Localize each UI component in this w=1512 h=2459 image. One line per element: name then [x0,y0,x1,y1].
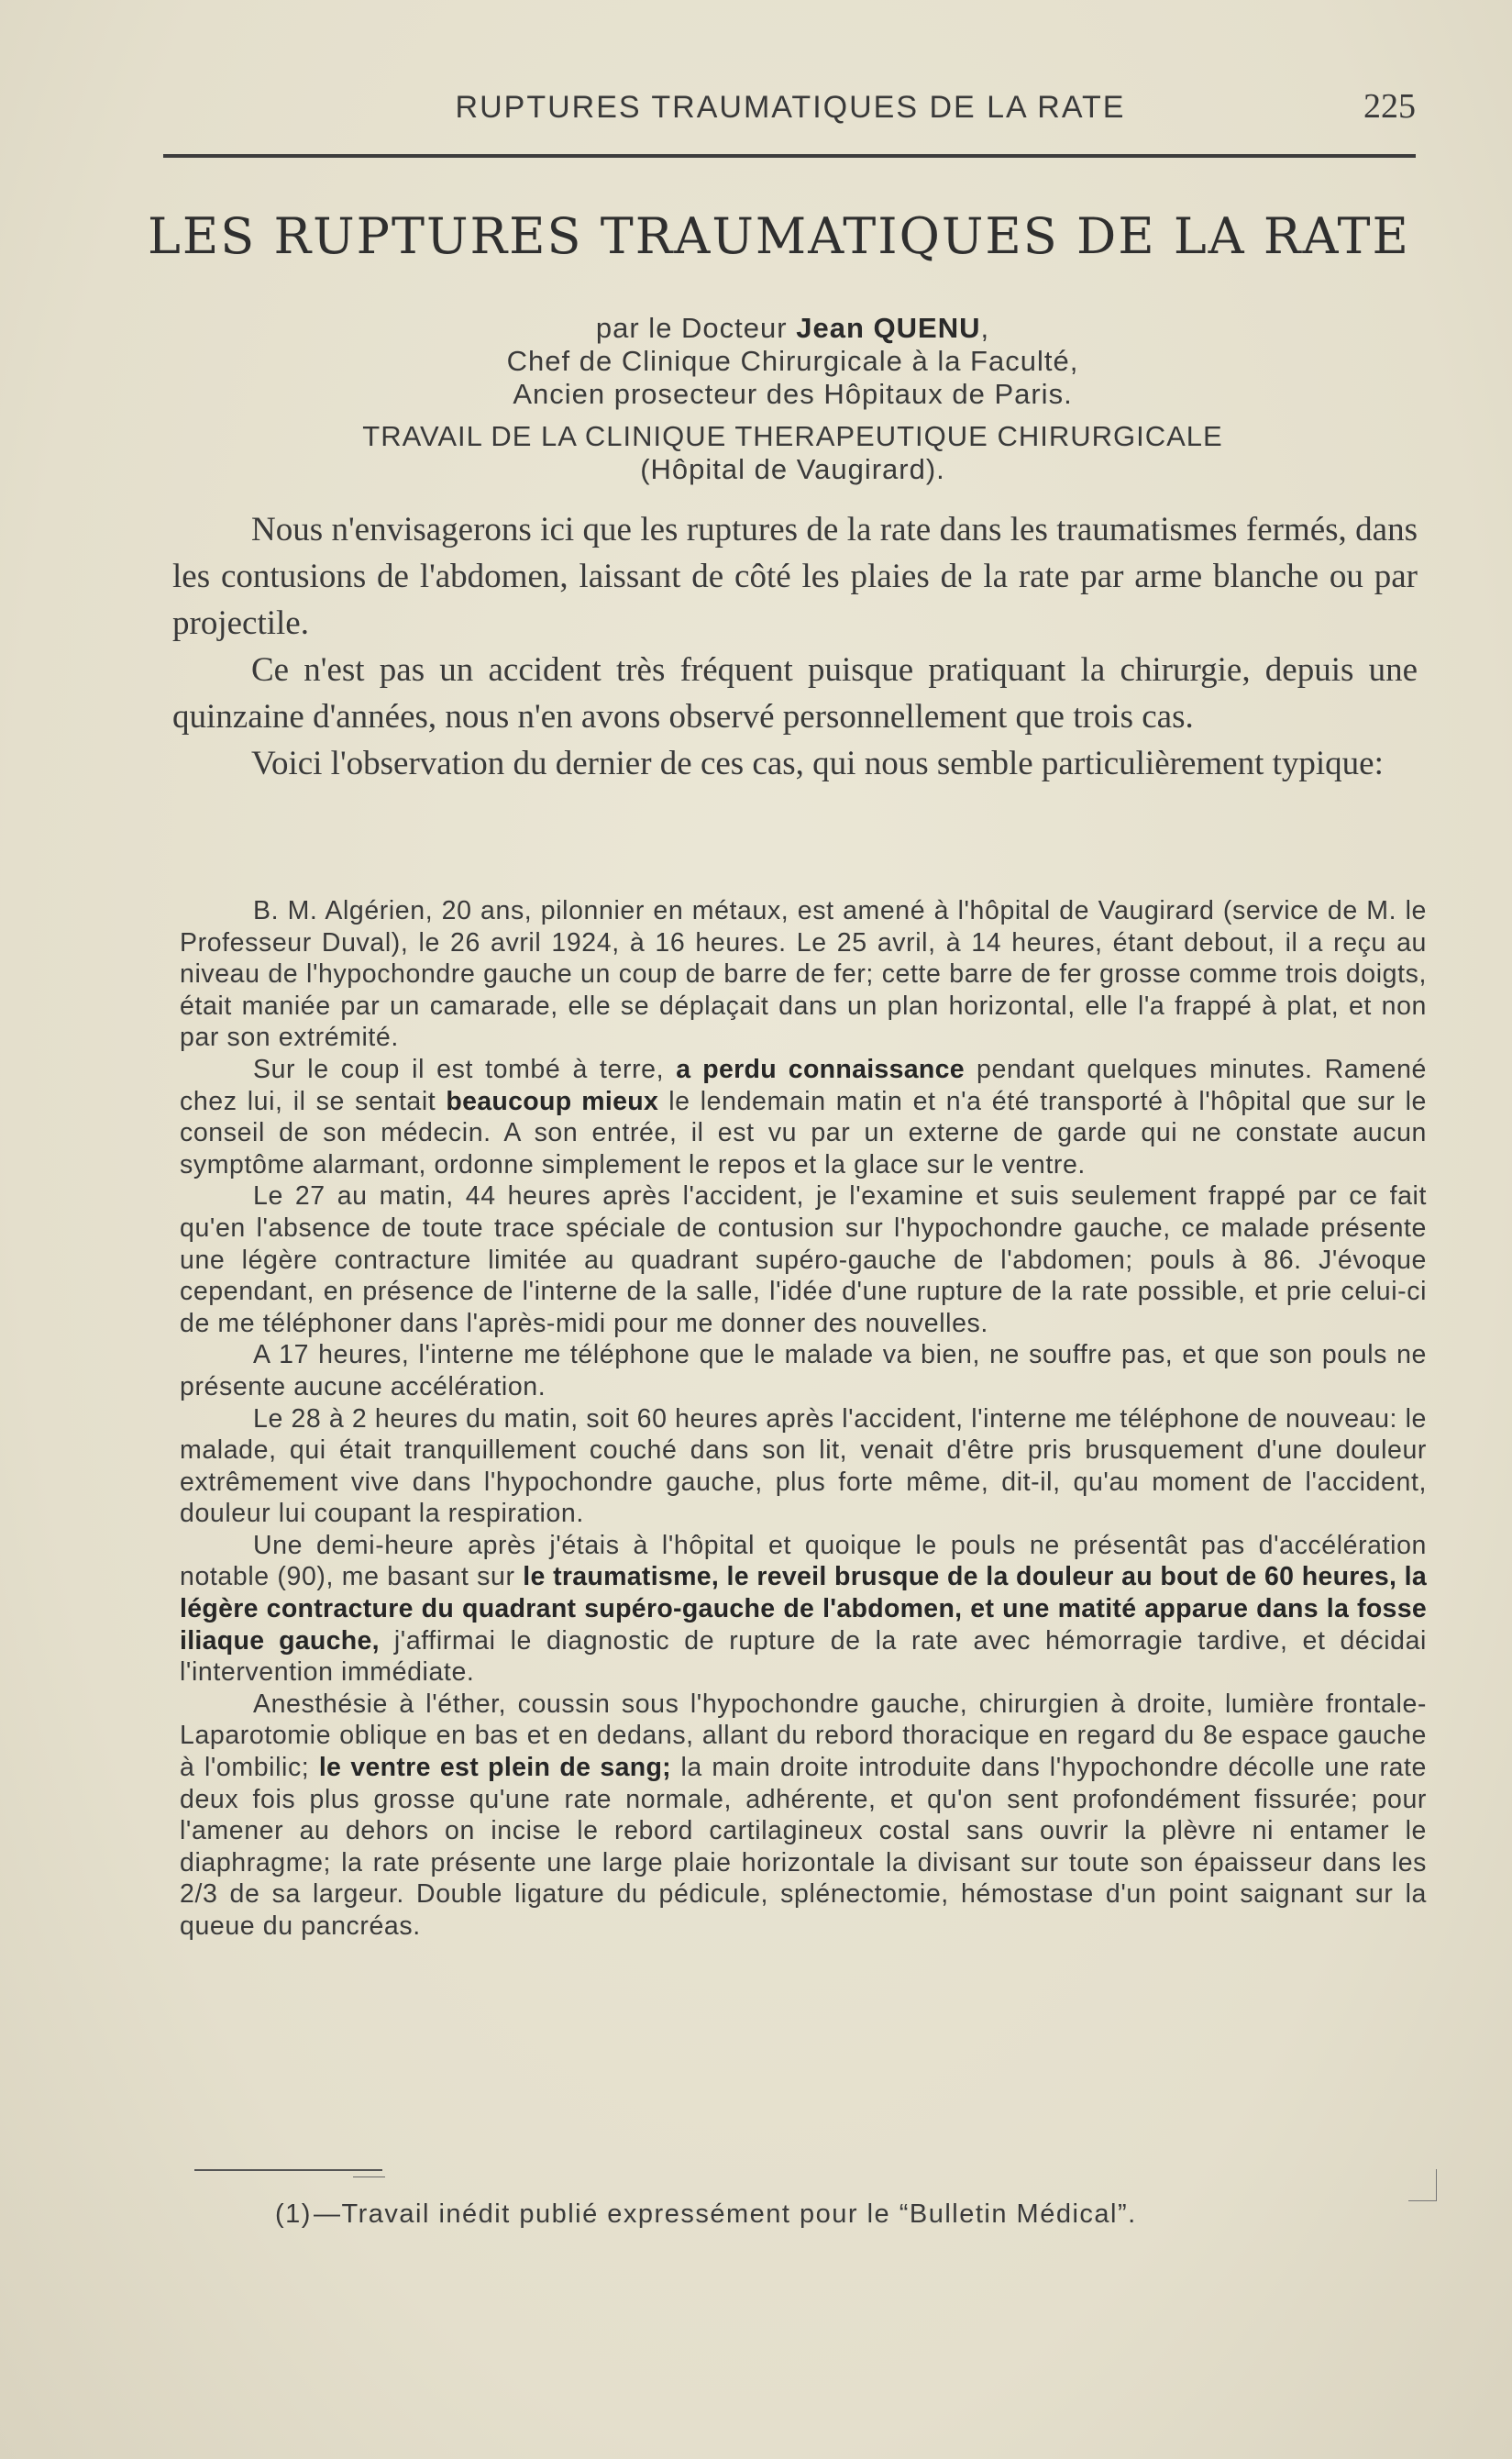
author-role-2: Ancien prosecteur des Hôpitaux de Paris. [513,378,1073,410]
text-run: Une demi-heure après j'étais à l'hôpital et quoique le pouls ne présentât pas d'accélération notable (90), me basant sur [180,1530,1427,1592]
observation-paragraph [180,1689,1427,1943]
author-last-name: QUENU [873,312,981,344]
observation-paragraph [180,1530,1427,1689]
author-first-name: Jean [796,312,865,344]
clinical-observation [180,895,1427,1943]
intro-paragraph: Voici l'observation du dernier de ces cas, qui nous semble particulièrement typique: [251,745,1384,782]
text-run: la main droite introduite dans l'hypochondre décolle une rate deux fois plus grosse qu'une rate normale, adhérente, et qu'on sent profondément fissurée; pour l'amener au dehors on incise le rebord cartilagineux costal sans ouvrir la plèvre ni entamer le diaphragme; la rate présente une large plaie horizontale la divisant sur toute son épaisseur dans les 2/3 de sa largeur. Double ligature du pédicule, splénectomie, hémostase d'un point saignant sur la queue du pancréas. [180,1753,1428,1941]
running-head [165,87,1416,136]
author-role-1: Chef de Clinique Chirurgicale à la Faculté, [506,345,1079,377]
observation-paragraph: A 17 heures, l'interne me téléphone que le malade va bien, ne souffre pas, et que son pouls ne présente aucune accélération. [180,1340,1427,1401]
running-head-title: RUPTURES TRAUMATIQUES DE LA RATE [455,90,1126,125]
emphasis: le ventre est plein de sang; [318,1753,671,1783]
header-rule [163,154,1416,158]
clinic-line: TRAVAIL DE LA CLINIQUE THERAPEUTIQUE CHIRURGICALE [362,420,1223,452]
emphasis: le traumatisme, le reveil brusque de la douleur au bout de 60 heures, la légère contracture du quadrant supéro-gauche de l'abdomen, et une matité apparue dans la fosse iliaque gauche, [180,1562,1427,1656]
observation-paragraph: B. M. Algérien, 20 ans, pilonnier en métaux, est amené à l'hôpital de Vaugirard (service de M. le Professeur Duval), le 26 avril 1924, à 16 heures. Le 25 avril, à 14 heures, étant debout, il a reçu au niveau de l'hypochondre gauche un coup de barre de fer; cette barre de fer grosse comme trois doigts, était maniée par un camarade, elle se déplaçait dans un plan horizontal, elle l'a frappé à plat, et non par son extrémité. [180,896,1427,1053]
observation-paragraph: Le 28 à 2 heures du matin, soit 60 heures après l'accident, l'interne me téléphone de nouveau: le malade, qui était tranquillement couché dans son lit, venait d'être pris brusquement d'une douleur extrêmement vive dans l'hypochondre gauche, plus forte même, dit-il, qu'au moment de l'accident, douleur lui coupant la respiration. [180,1403,1427,1529]
byline [174,312,1411,486]
article-title: LES RUPTURES TRAUMATIQUES DE LA RATE [148,207,1410,265]
emphasis: a perdu connaissance [676,1054,965,1084]
page-number: 225 [1363,87,1416,126]
footnote-marker: (1) [275,2199,312,2229]
text-run: pendant quelques minutes. Ramené chez lui, il se sentait [180,1054,1427,1116]
hospital-line: (Hôpital de Vaugirard). [640,453,945,485]
observation-paragraph [180,1054,1427,1180]
intro-paragraph: Ce n'est pas un accident très fréquent puisque pratiquant la chirurgie, depuis une quinzaine d'années, nous n'en avons observé personnellement que trois cas. [172,651,1418,736]
author-line: par le Docteur Jean QUENU, [595,312,990,344]
text-run: le lendemain matin et n'a été transporté à l'hôpital que sur le conseil de son médecin. A son entrée, il est vu par un externe de garde qui ne constate aucun symptôme alarmant, ordonne simplement le repos et la glace sur le ventre. [180,1086,1427,1180]
observation-paragraph: Le 27 au matin, 44 heures après l'accident, je l'examine et suis seulement frappé par ce fait qu'en l'absence de toute trace spéciale de contusion sur l'hypochondre gauche, ce malade présente une légère contracture limitée au quadrant supéro-gauche de l'abdomen; pouls à 86. J'évoque cependant, en présence de l'interne de la salle, l'idée d'une rupture de la rate possible, et prie celui-ci de me téléphoner dans l'après-midi pour me donner des nouvelles. [180,1181,1427,1338]
footnote-rule [194,2169,382,2171]
corner-mark [1408,2169,1437,2201]
footnote [275,2199,1374,2230]
text-run: Sur le coup il est tombé à terre, [253,1054,677,1084]
footnote-text: —Travail inédit publié expressément pour le “Bulletin Médical”. [313,2199,1137,2229]
introduction [172,506,1418,787]
text-run: j'affirmai le diagnostic de rupture de la rate avec hémorragie tardive, et décidai l'intervention immédiate. [180,1625,1427,1688]
emphasis: beaucoup mieux [446,1086,659,1116]
text-run: Anesthésie à l'éther, coussin sous l'hypochondre gauche, chirurgien à droite, lumière frontale-Laparotomie oblique en bas et en dedans, allant du rebord thoracique en regard du 8e espace gauche à l'ombilic; [180,1689,1427,1783]
intro-paragraph: Nous n'envisagerons ici que les ruptures de la rate dans les traumatismes fermés, dans les contusions de l'abdomen, laissant de côté les plaies de la rate par arme blanche ou par projectile. [172,511,1418,642]
by-prefix: par le Docteur [595,312,788,344]
